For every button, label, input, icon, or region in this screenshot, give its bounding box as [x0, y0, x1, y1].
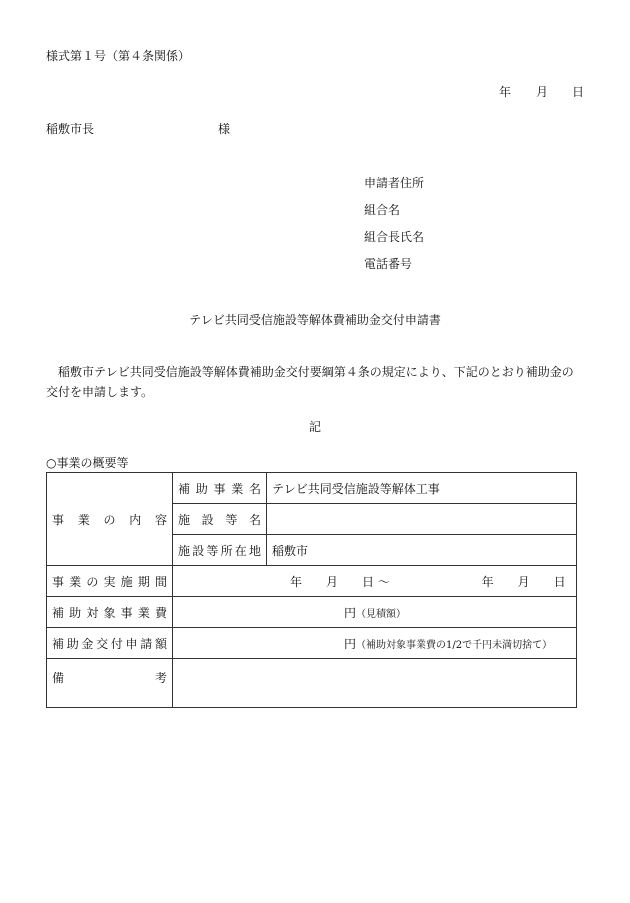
grant-amount-label-cell: [47, 628, 173, 659]
period-value-cell: [173, 566, 577, 597]
grant-amount-note: （補助対象事業費の1/2で千円未満切捨て）: [356, 639, 553, 651]
facility-value: [267, 504, 577, 535]
project-summary-table: [46, 472, 577, 708]
section-heading: ○事業の概要等: [46, 456, 129, 470]
table-row: [47, 473, 577, 504]
remarks-label-cell: [47, 659, 173, 708]
facility-label: 施設等名: [178, 512, 261, 527]
ki-marker: 記: [308, 420, 321, 434]
content-label-cell: [47, 473, 173, 566]
location-value: 稲敷市: [267, 535, 577, 566]
content-label: 事業の内容: [52, 512, 167, 527]
eligible-cost-value-cell: [173, 597, 577, 628]
facility-label-cell: [173, 504, 267, 535]
remarks-label: 備考: [52, 671, 167, 685]
applicant-chairman-label: 組合長氏名: [364, 230, 425, 244]
location-label: 施設等所在地: [178, 543, 261, 558]
table-row: [47, 659, 577, 708]
date-month-label: 月: [536, 85, 549, 99]
project-name-value: テレビ共同受信施設等解体工事: [267, 473, 577, 504]
period-label-cell: [47, 566, 173, 597]
applicant-phone-label: 電話番号: [364, 257, 413, 271]
applicant-union-label: 組合名: [364, 203, 401, 217]
table-row: [47, 597, 577, 628]
applicant-address-label: 申請者住所: [364, 176, 425, 190]
eligible-cost-note: （見積額）: [356, 608, 407, 620]
project-name-label: 補助事業名: [178, 481, 261, 496]
project-name-label-cell: [173, 473, 267, 504]
table-row: [47, 566, 577, 597]
grant-amount-value-cell: [173, 628, 577, 659]
date-day-label: 日: [572, 85, 585, 99]
body-text: 稲敷市テレビ共同受信施設等解体費補助金交付要綱第４条の規定により、下記のとおり補助金の交付を申請します。: [46, 365, 574, 399]
location-label-cell: [173, 535, 267, 566]
eligible-cost-label-cell: [47, 597, 173, 628]
date-year-label: 年: [499, 85, 512, 99]
addressee-name: 稲敷市長: [46, 122, 95, 136]
period-label: 事業の実施期間: [52, 574, 167, 589]
remarks-value: [173, 659, 577, 708]
period-end: 年 月 日: [481, 574, 566, 589]
eligible-cost-unit: 円: [344, 605, 357, 620]
period-start: 年 月 日 ～: [290, 574, 390, 589]
eligible-cost-label: 補助対象事業費: [52, 605, 167, 620]
grant-amount-unit: 円: [344, 636, 357, 651]
form-number: 様式第１号（第４条関係）: [46, 49, 191, 63]
document-title: テレビ共同受信施設等解体費補助金交付申請書: [189, 313, 441, 327]
grant-amount-label: 補助金交付申請額: [52, 636, 167, 651]
table-row: [47, 628, 577, 659]
addressee-honorific: 様: [218, 122, 231, 136]
